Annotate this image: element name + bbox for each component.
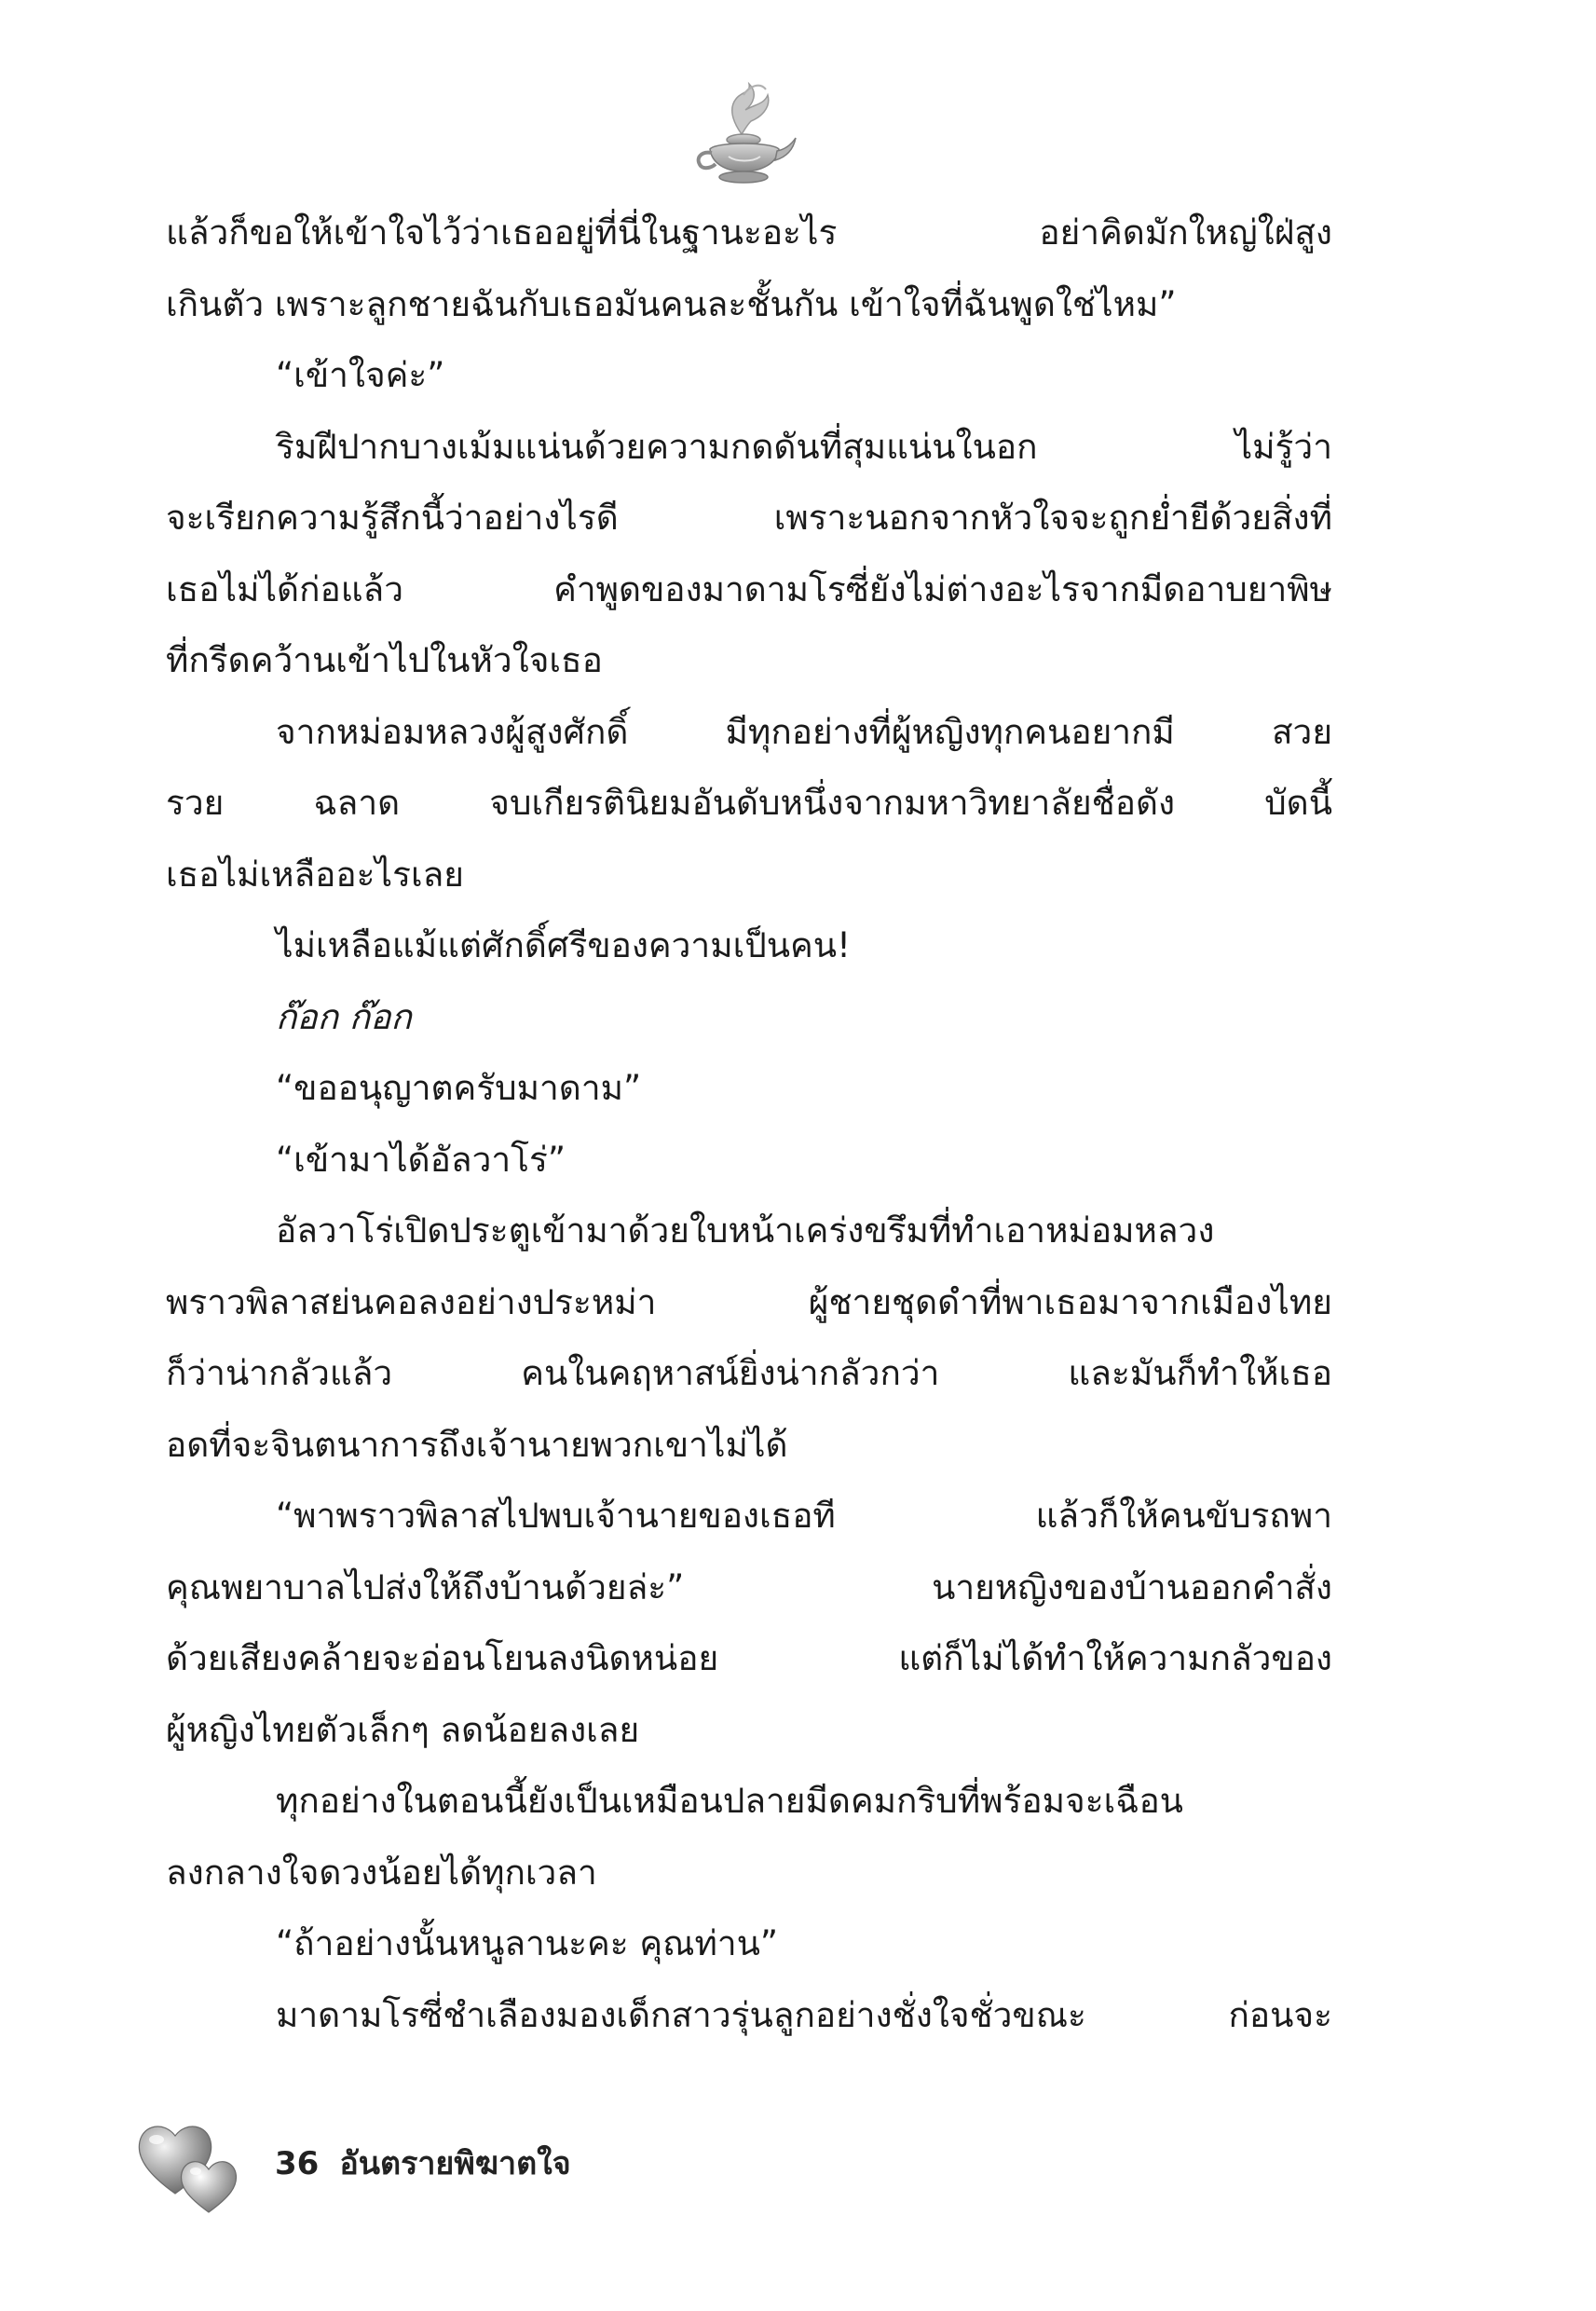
page-footer <box>275 2136 571 2192</box>
text-line: “เข้ามาได้อัลวาโร่” <box>276 1139 566 1180</box>
text-line: คุณพยาบาลไปส่งให้ถึงบ้านด้วยล่ะ” นายหญิงของบ้านออกคำสั่ง <box>166 1566 1332 1607</box>
genie-lamp-icon <box>688 76 799 186</box>
text-line: เกินตัว เพราะลูกชายฉันกับเธอมันคนละชั้นกัน เข้าใจที่ฉันพูดใช่ไหม” <box>166 283 1177 324</box>
text-line: ลงกลางใจดวงน้อยได้ทุกเวลา <box>166 1852 597 1893</box>
two-hearts-icon <box>130 2104 252 2225</box>
text-line: จากหม่อมหลวงผู้สูงศักดิ์ มีทุกอย่างที่ผู้หญิงทุกคนอยากมี สวย <box>276 711 1332 752</box>
text-line: เธอไม่เหลืออะไรเลย <box>166 854 464 895</box>
text-line: “เข้าใจค่ะ” <box>276 355 445 395</box>
text-line: ทุกอย่างในตอนนี้ยังเป็นเหมือนปลายมีดคมกริบที่พร้อมจะเฉือน <box>276 1781 1183 1821</box>
text-line: ที่กรีดคว้านเข้าไปในหัวใจเธอ <box>166 640 603 680</box>
text-line: “ถ้าอย่างนั้นหนูลานะคะ คุณท่าน” <box>276 1923 779 1963</box>
text-line: ริมฝีปากบางเม้มแน่นด้วยความกดดันที่สุมแน่นในอก ไม่รู้ว่า <box>276 426 1332 467</box>
book-title: อันตรายพิฆาตใจ <box>339 2145 571 2182</box>
text-line: จะเรียกความรู้สึกนี้ว่าอย่างไรดี เพราะนอกจากหัวใจจะถูกย่ำยีด้วยสิ่งที่ <box>166 498 1332 538</box>
text-line: ก๊อก ก๊อก <box>276 996 412 1037</box>
text-line: ไม่เหลือแม้แต่ศักดิ์ศรีของความเป็นคน! <box>276 925 851 965</box>
text-line: อดที่จะจินตนาการถึงเจ้านายพวกเขาไม่ได้ <box>166 1424 788 1465</box>
text-line: ด้วยเสียงคล้ายจะอ่อนโยนลงนิดหน่อย แต่ก็ไม่ได้ทำให้ความกลัวของ <box>166 1638 1332 1678</box>
text-line: เธอไม่ได้ก่อแล้ว คำพูดของมาดามโรซี่ยังไม่ต่างอะไรจากมีดอาบยาพิษ <box>166 568 1332 609</box>
text-line: พราวพิลาสย่นคอลงอย่างประหม่า ผู้ชายชุดดำที่พาเธอมาจากเมืองไทย <box>166 1281 1332 1322</box>
text-line: ก็ว่าน่ากลัวแล้ว คนในคฤหาสน์ยิ่งน่ากลัวกว่า และมันก็ทำให้เธอ <box>166 1353 1332 1393</box>
text-line: รวย ฉลาด จบเกียรตินิยมอันดับหนึ่งจากมหาวิทยาลัยชื่อดัง บัดนี้ <box>166 783 1332 823</box>
page-number: 36 <box>275 2145 320 2182</box>
text-line: แล้วก็ขอให้เข้าใจไว้ว่าเธออยู่ที่นี่ในฐานะอะไร อย่าคิดมักใหญ่ใฝ่สูง <box>166 212 1332 253</box>
text-line: “ขออนุญาตครับมาดาม” <box>276 1068 642 1108</box>
text-line: มาดามโรซี่ชำเลืองมองเด็กสาวรุ่นลูกอย่างชั่งใจชั่วขณะ ก่อนจะ <box>276 1994 1332 2035</box>
text-line: ผู้หญิงไทยตัวเล็กๆ ลดน้อยลงเลย <box>166 1709 640 1750</box>
text-line: อัลวาโร่เปิดประตูเข้ามาด้วยใบหน้าเคร่งขรึมที่ทำเอาหม่อมหลวง <box>276 1210 1215 1251</box>
body-text <box>166 198 1332 2051</box>
text-line: “พาพราวพิลาสไปพบเจ้านายของเธอที แล้วก็ให้คนขับรถพา <box>276 1496 1332 1536</box>
